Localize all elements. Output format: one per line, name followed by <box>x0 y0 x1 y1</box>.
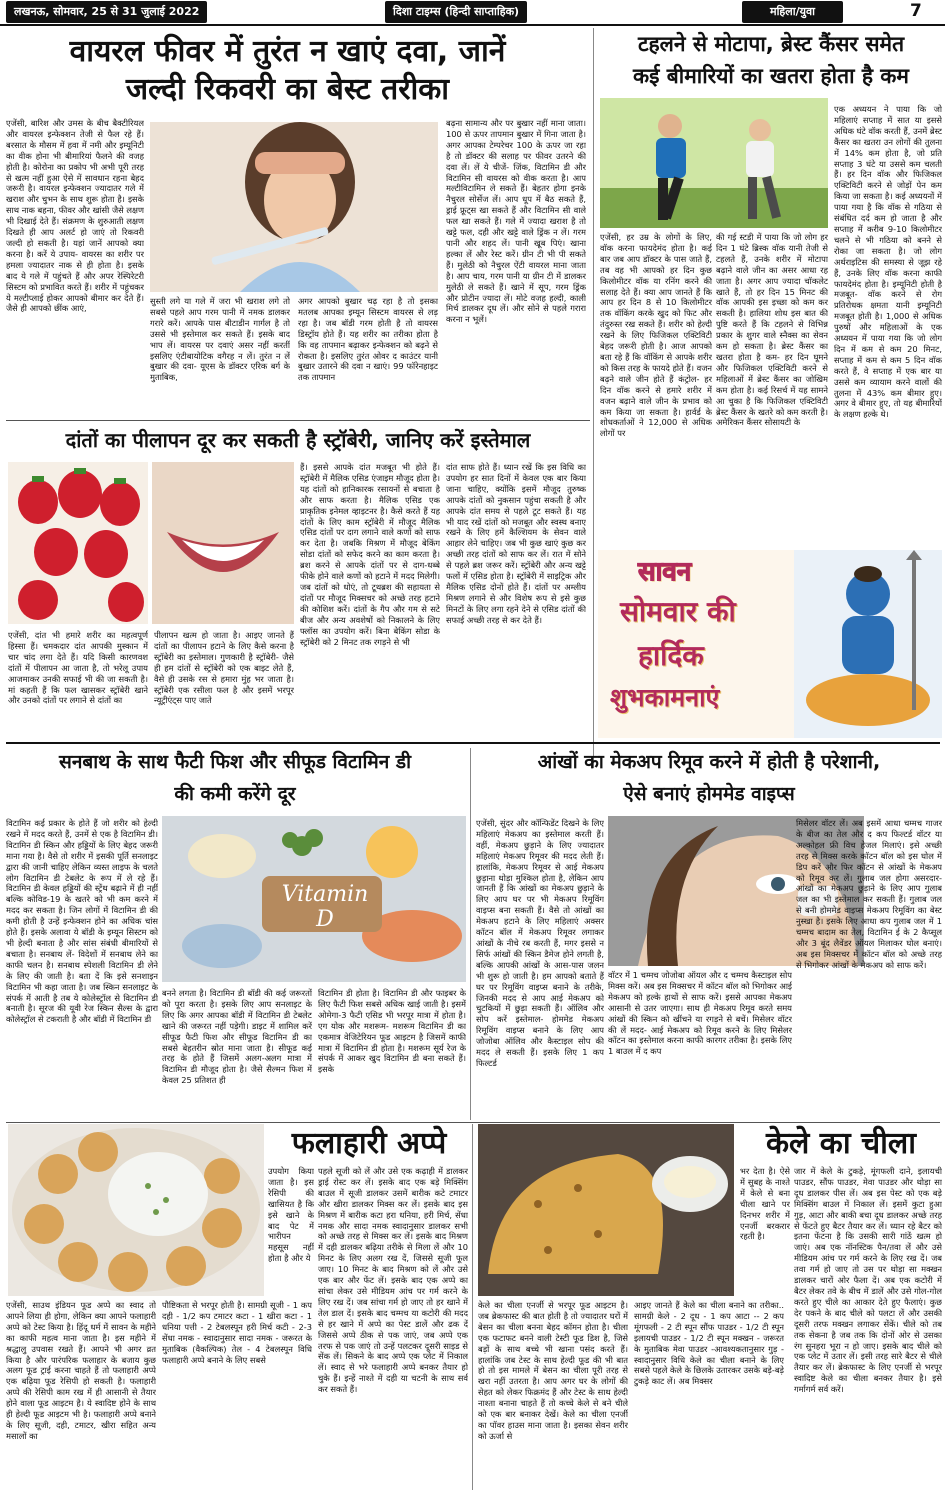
paper-name: दिशा टाइम्स (हिन्दी साप्ताहिक) <box>385 1 527 23</box>
body-column-4: दांत साफ होते हैं। ध्यान रखें कि इस विधि का उपयोग हर सात दिनों में केवल एक बार किया जाना चाहिए, क्योंकि इसमें मौजूद तुरुष्क आपके दांतों को नुकसान पहुंचा सकती है और आपके दांत समय से पहले टूट सकते हैं। यह भी याद रखें दांतों को मजबूत और स्वस्थ बनाए रखने के लिए हमें कैल्शियम के सेवन वाले आहार लेने चाहिए। जब भी कुछ खाएं कुछ कर अच्छी तरह दांतों को साफ कर लें। रात में सोने से पहले ब्रश जरूर करें। स्ट्रॉबेरी और अन्य खट्टे फलों में एसिड होता है। स्ट्रॉबेरी में साइट्रिक और मैलिक एसिड दोनों होते हैं। दांतों पर अम्लीय मिश्रण लगाने से और विशेष रूप से इसे कुछ मिनटों के लिए लगा रहने देने से एसिड दांतों की सफाई अच्छी तरह से कर देते हैं। <box>446 462 586 625</box>
body-column-1: एजेंसी, साउथ इंडियन फूड अप्पे का स्वाद तो आपने लिया ही होगा, लेकिन क्या आपने फलाहारी अप्पे को टेस्ट किया है। हिंदू धर्म में सावन के महीने का काफी महत्व माना जाता है। इस महीने में श्रद्धालु उपवास रखते हैं। आपने भी अगर व्रत किया है और पारंपरिक फलाहार के बजाय कुछ अलग फूड ट्राई करना चाहते हैं तो फलाहारी अप्पे एक बढ़िया फूड रेसिपी हो सकती है। फलाहारी अप्पे की रेसिपी काम रख में ही आसानी से तैयार होने वाला फूड आइटम है। ये स्वादिष्ट होने के साथ ही हेल्दी फूड आइटम भी है। फलाहारी अप्पे बनाने के लिए सूजी, दही, टमाटर, खीरा सहित अन्य मसालों का <box>6 1300 156 1441</box>
sick-woman-photo <box>150 122 438 292</box>
body-column-3: पहले सूजी को लें और उसे एक कढ़ाही में डालकर ड्राई रोस्ट कर लें। इसके बाद एक बड़े मिक्सिंग बाउल में सूजी डालकर उसमें बारीक कटे टमाटर और खीरा डालकर मिक्स कर लें। इसके बाद इस मिश्रण में बारीक कटा हरा धनिया, हरी मिर्च, सेंधा नमक और सादा नमक स्वादानुसार डालकर सभी को अच्छे तरह से मिक्स कर लें। इसके बाद मिश्रण में दही डालकर बढ़िया तरीके से मिला लें और 10 मिनट के लिए अलग रख दें, जिससे सूजी फूल जाए। 10 मिनट के बाद मिश्रण को लें और उसे एक बार और फेंट लें। इसके बाद एक अप्पे का सांचा लेकर उसे मीडियम आंच पर गर्म करने के लिए रख दें। जब सांचा गर्म हो जाए तो हर खाने में तेल डाल दें। इसके बाद चम्मच या कटोरी की मदद से हर खाने में अप्पे का पेस्ट डालें और ढक दें जिससे अप्पे ठीक से पक जाएं, जब अप्पे एक तरफ से पक जाएं तो उन्हें पलटकर दूसरी साइड से सेंक लें। सिकने के बाद अप्पे एक प्लेट में निकाल लें। स्वाद से भरे फलाहारी अप्पे बनकर तैयार हो चुके हैं। इन्हें नाश्ते में दही या चटनी के साथ सर्व कर सकते हैं। <box>318 1166 468 1395</box>
vitamin-d-foods-photo <box>162 816 466 982</box>
headline-line-2: कई बीमारियों का खतरा होता है कम <box>633 64 909 88</box>
body-column-3: हैं। इससे आपके दांत मजबूत भी होते हैं। स्ट्रॉबेरी में मैलिक एसिड एंजाइम मौजूद होता है। यह दांतों को हानिकारक रसायनों से बचाता है और साफ करता है। मैलिक एसिड एक प्राकृतिक इनेमल व्हाइटनर है। कैसे करते हैं यह दांतों के लिए काम स्ट्रॉबेरी में मौजूद मैलिक एसिड दांतों पर दाग लगाने वाले कणों को साफ कर देता है। जबकि मिश्रण में मौजूद बेकिंग सोडा दांतों को सफेद करने का काम करता है। ब्रश करने से आपके दांतों पर से दाग-धब्बे फीके होने वाले कणों को हटाने में मदद मिलेगी। जब दांतों को धोएं, तो टूथब्रश की सहायता से दांतों पर मौजूद मिक्सचर को अच्छे तरह हटाने की कोशिश करें। दांतों के गैप और गम से सटे बीज और अन्य अवशेषों को निकालने के लिए फ्लॉस का उपयोग करें। बिना बेकिंग सोडा के स्ट्रॉबेरी को 2 मिनट तक रगड़ने से भी <box>300 462 440 647</box>
side-column: भर देता है। ऐसे में सुबह के नाश्ते में केले से बना चीला खाने पर दिनभर शरीर में एनर्जी बरकरार रहती है। <box>740 1166 790 1242</box>
body-column-2: आइए जानते हैं केले का चीला बनाने का तरीका.. सामग्री केले - 2 दूध - 1 कप आटा -- 2 कप मूंगफली - 2 टी स्पून सौंफ पाउडर - 1/2 टी स्पून इलायची पाउडर - 1/2 टी स्पून मक्खन - जरूरत के मुताबिक मेवा पाउडर -आवश्यकतानुसार गुड़ - स्वादानुसार विधि केले का चीला बनाने के लिए सबसे पहले केले के छिलके उतारकर उसके बड़े-बड़े टुकड़े काट लें। अब मिक्सर <box>634 1300 784 1387</box>
body-column-3: विटामिन डी होता है। विटामिन डी और फाइबर के लिए फैटी फिश सबसे अधिक खाई जाती है। इसमें ओमेगा-3 फैटी एसिड भी भरपूर मात्रा में होता है। एग योक और मशरूम- मशरूम विटामिन डी का एकमात्र वेजिटेरियन फूड आइटम है जिसमें काफी मात्रा में विटामिन डी होता है। मशरूम सूर्य रेज के संपर्क में आकर खुद विटामिन डी बना सकते हैं। इसके <box>318 988 466 1075</box>
ad-line-4: शुभकामनाएं <box>610 683 720 712</box>
joggers-photo <box>600 98 828 228</box>
body-column-2: पौष्टिकता से भरपूर होती है। सामग्री सूजी - 1 कप दही - 1/2 कप टमाटर कटा - 1 खीरा कटा - 1 धनिया पत्ती - 2 टेबलस्पून हरी मिर्च कटी - 2-3 सेंधा नमक - स्वादानुसार सादा नमक - जरूरत के मुताबिक (वैकल्पिक) तेल - 4 टेबलस्पून विधि फलाहारी अप्पे बनाने के लिए सबसे <box>162 1300 312 1365</box>
body-column-4: बढ़ना सामान्य और पर बुखार नहीं माना जाता। 100 से ऊपर तापमान बुखार में गिना जाता है। अगर आपका टेम्परेचर 100 के ऊपर जा रहा है तो डॉक्टर की सलाह पर फीवर उतरने की दवा लें। लें ये चीजें- जिंक, विटामिन डी और विटामिन सी वायरस को वीक करता है। आप मल्टीविटामिन ले सकते हैं। बेहतर होगा इनके नैचुरल सोर्सेज लें। आप धूप में बैठ सकते हैं, ड्राई फ्रूट्स खा सकते हैं और विटामिन सी वाले फल खा सकते हैं। गले में ज्यादा खराश है तो खट्टे फल, दही और खट्टे वाले ड्रिंक न लें। गरम पानी और शहद लें। पानी खूब पिएं। खाना हल्का लें और रेस्ट करें। ग्रीन टी भी पी सकते हैं। मुलेठी को नैचुरल ऐंटी वायरल माना जाता है। आप चाय, गरम पानी या ग्रीन टी में डालकर मुलेठी ले सकते हैं। खाने में सूप, गरम ड्रिंक और प्रोटीन ज्यादा लें। मोटे वजह हल्दी, काली मिर्च डालकर दूध लें। और सोने से पहले गरारा करना न भूलें। <box>446 118 586 325</box>
body-column-1: एजेंसी, दांत भी हमारे शरीर का महत्वपूर्ण हिस्सा हैं। चमकदार दांत आपकी मुस्कान में चार चांद लगा देते हैं। यदि किसी कारणवश दांतों में पीलापन आ जाता है, तो भरेलू उपाय आजमाकर उनकी सफाई भी की जा सकती है। मां कहती हैं कि फल खासकर स्ट्रॉबेरी खाने और उनको दांतों पर लगाने से दांतों का <box>8 630 148 706</box>
body-column-2: की गई स्टडी में पाया कि जो लोग हर दिन 1 घंटे ब्रिस्क वॉक यानी तेजी से टहलते हैं, उनके शरीर में मोटापा बढ़ाने वाले जीन का असर आधा रह जाता है। अगर आप ज्यादा चॉकलेट खाते हैं, तो हर दिन 15 मिनट की वॉक आपकी इस इच्छा को कम कर सकती है। हालिया शोध इस बात की पुष्टि करते हैं कि टहलने से विभिन्न प्रकार के शुगर वाले स्नैक्स का सेवन कम हो सकता है। ब्रेस्ट कैंसर का खतरा होता है कम- हर दिन घूमने और फिजिकल एक्टिविटी करने से महिलाओं में ब्रेस्ट कैंसर का जोखिम कम होता है। कई रिसर्च में यह सामने आ चुका है कि फिजिकल एक्टिविटी ब्रेस्ट कैंसर के खतरे को कम करती है। अमेरिकन कैंसर सोसायटी के <box>716 232 828 428</box>
ad-line-3: हार्दिक <box>638 639 704 672</box>
section-name: महिला/युवा <box>742 1 843 23</box>
body-column-3: अगर आपको बुखार चढ़ रहा है तो इसका मतलब आपका इम्यून सिस्टम वायरस से लड़ रहा है। जब बॉडी गरम होती है तो वायरस डिस्ट्रॉय होते हैं। यह शरीर का तरीका होता है कि वह तापमान बढ़ाकर इन्फेक्शन को बढ़ने से रोकता है। इसलिए तुरंत ओवर द काउंटर यानी बुखार उतारने की दवा न खाएं। 99 फॉरेनहाइट तक तापमान <box>298 296 438 383</box>
body-column-3: मिसेलर वॉटर लें। अब इसमें आधा चम्मच गाजर के बीज का तेल और द कप फिल्टर्ड वॉटर या अल्कोहल फ्री विच हेजल मिलाएं। इसे अच्छी तरह से मिक्स करके कॉटन बॉल को इस घोल में डिप करें और फिर कॉटन से आंखों के मेकअप को रिमूव कर लें। गुलाब जल होगा असरदार- आंखों का मेकअप छुड़ाने के लिए आप गुलाब जल का भी इस्तेमाल कर सकती हैं। गुलाब जल से बनी होममेड वाइप्स मेकअप रिमूविंग का बेस्ट नुस्खा है। इसके लिए आधा कप गुलाब जल में 1 चम्मच बादाम का तेल, विटामिन ई के 2 कैप्सूल और 3 बूंद लैवेंडर ऑयल मिलाकर घोल बनाएं। अब इस मिक्सचर में कॉटन बॉल को अच्छे तरह से भिगोकर आंखों के मेकअप को साफ करें। <box>796 818 942 970</box>
body-column-3: एक अध्ययन ने पाया कि जो महिलाएं सप्ताह में सात या इससे अधिक घंटे वॉक करती हैं, उनमें ब्रेस्ट कैंसर का खतरा उन लोगों की तुलना में 14% कम होता है, जो प्रति सप्ताह 3 घंटे या उससे कम चलती हैं। हर दिन वॉक और फिजिकल एक्टिविटी करने से जोड़ों पेन कम किया जा सकता है। कई अध्ययनों में पाया गया है कि वॉक से गठिया से संबंधित दर्द कम हो जाता है और सप्ताह में करीब 9-10 किलोमीटर चलने से भी गठिया को बनने से रोका जा सकता है। जो लोग अर्थराइटिस की समस्या से जूझ रहे हैं, उनके लिए वॉक करना काफी फायदेमंद होता है। इम्यूनिटी होती है मजबूत- वॉक करने से रोग प्रतिरोधक क्षमता यानी इम्यूनिटी मजबूत होती है। 1,000 से अधिक पुरुषों और महिलाओं के एक अध्ययन में पाया गया कि जो लोग दिन में कम से कम 20 मिनट, सप्ताह में कम से कम 5 दिन वॉक करते हैं, वे सप्ताह में एक बार या उससे कम व्यायाम करने वालों की तुलना में 43% कम बीमार हुए। अगर वे बीमार हुए, तो यह बीमारियों के लक्षण हल्के थे। <box>834 104 942 420</box>
section-divider <box>6 742 940 744</box>
cheela-photo <box>478 1124 734 1296</box>
masthead-bar <box>0 0 945 26</box>
body-column-2: पीलापन खत्म हो जाता है। आइए जानते हैं दांतों का पीलापन हटाने के लिए कैसे करना है स्ट्रॉबेरी का इस्तेमाल। गुणकारी है स्ट्रॉबेरी- जैसे ही हम दांतों से स्ट्रॉबेरी को एक बाइट लेते हैं, वैसे ही उसके रस से हमारा मुंह भर जाता है। स्ट्रॉबेरी एक रसीला फल है और इसमें भरपूर न्यूट्रीएंट्स पाए जाते <box>154 630 294 706</box>
sawan-greeting-ad <box>598 550 942 738</box>
strawberry-photo <box>8 462 148 624</box>
body-column-1: एजेंसी, सुंदर और कॉन्फिडेंट दिखने के लिए महिलाएं मेकअप का इस्तेमाल करती हैं। वहीं, मेकअप छुड़ाने के लिए ज्यादातर महिलाएं मेकअप रिमूवर की मदद लेती हैं। हालांकि, मेकअप रिमूवर से आई मेकअप छुड़ाना थोड़ा मुश्किल होता है, लेकिन आप जानती हैं कि आंखों का मेकअप छुड़ाने के लिए आप घर पर भी मेकअप रिमूविंग वाइप्स बना सकती हैं। वैसे तो आंखों का मेकअप हटाने के लिए महिलाएं अक्सर कॉटन बॉल में मेकअप रिमूवर लगाकर आंखों के नीचे रब करती हैं, मगर इससे न सिर्फ आंखों की स्किन डैमेज होने लगती है, बल्कि आपकी आंखों के आस-पास जलन भी शुरू हो जाती है। हम आपको बताते हैं घर पर रिमूविंग वाइप्स बनाने के तरीके, जिनकी मदद से आप आई मेकअप को चुटकियों में छुड़ा सकती हैं। ऑलिव और सोप करें इस्तेमाल- होममेड मेकअप रिमूविंग वाइप्स बनाने के लिए आप जोजोबा ऑलिव और कैस्टाइल सोप की मदद ले सकती हैं। इसके लिए 1 कप फिल्टर्ड <box>476 818 604 1068</box>
headline: दांतों का पीलापन दूर कर सकती है स्ट्रॉबेरी, जानिए करें इस्तेमाल <box>65 428 531 452</box>
body-column-2: सुस्ती लगे या गले में जरा भी खराश लगे तो सबसे पहले आप गरम पानी में नमक डालकर गरारे करें। आपके पास बीटाडीन गार्गल है तो उससे भी इस्तेमाल कर सकते हैं। इसके बाद भाप लें। वायरस पर दवाएं असर नहीं करतीं इसलिए एंटीबायोटिक वगैरह न लें। तुरंत न लें बुखार की दवा- यूएस के डॉक्टर एरिक बर्ग के मुताबिक, <box>150 296 290 383</box>
ad-line-2: सोमवार की <box>620 595 736 628</box>
section-divider <box>6 420 590 421</box>
headline-line-1: आंखों का मेकअप रिमूव करने में होती है परेशानी, <box>537 751 881 773</box>
headline: फलाहारी अप्पे <box>291 1126 447 1161</box>
appe-photo <box>8 1124 264 1296</box>
shiva-illustration <box>794 550 942 738</box>
body-column-1: एजेंसी, बारिश और उमस के बीच बैक्टीरियल और वायरल इन्फेक्शन तेजी से फैल रहे हैं। बरसात के मौसम में हवा में नमी और इम्यूनिटी का वीक होना भी बीमारियां फैलने की वजह होती है। कोरोना का प्रकोप भी अभी पूरी तरह से खत्म नहीं हुआ ऐसे में सावधान रहना बेहद जरूरी है। वायरल इन्फेक्शन ज्यादातर गले में खराश और चुभन के साथ शुरू होता है। इसके साथ नाक बहना, फीवर और खांसी जैसे लक्षण भी दिखाई देते हैं। संक्रमण के शुरुआती लक्षण दिखते ही आप अलर्ट हो जाएं तो रिकवरी जल्दी हो सकती है। यहां जानें आपको क्या करना है। करें ये उपाय- वायरस का शरीर पर हमला ज्यादातर नाक से ही होता है। इसके बाद ये गले में पहुंचते हैं और अपर रेस्पिरेटरी सिस्टम को प्रभावित करते हैं। शरीर में पहुंचकर ये मल्टीप्लाई होकर आपको बीमार कर देते हैं। जैसे ही आपको छींक आएं, <box>6 118 144 314</box>
body-column-1: एजेंसी, हर उम्र के लोगों के लिए, वॉक करना फायदेमंद होता है। कई बार जब आप डॉक्टर के पास जाते हैं, तब वह भी आपको हर दिन कुछ किलोमीटर वॉक या रनिंग करने की सलाह देते हैं। क्या आप जानते हैं कि आप हर दिन 8 से 10 किलोमीटर तक वॉकिंग करके खुद को फिट और तंदुरुस्त रख सकते हैं। शरीर को हेल्दी रखने के लिए फिजिकल एक्टिविटी बेहद जरूरी होती है। आज आपको बता रहे हैं कि वॉकिंग से आपके शरीर को किस तरह के फायदे होते हैं। वजन बढ़ने वाले जीन होते हैं कंट्रोल- हर दिन वॉक करने से हमारे शरीर में वजन बढ़ाने वाले जीन के प्रभाव को कम किया जा सकता है। हार्वर्ड के शोधकर्ताओं ने 12,000 से अधिक लोगों पर <box>600 232 712 439</box>
headline-line-2: ऐसे बनाएं होममेड वाइप्स <box>623 783 795 805</box>
page-number: 7 <box>910 1 922 21</box>
smiling-teeth-photo <box>152 462 294 624</box>
column-divider <box>470 748 471 1120</box>
section-divider <box>6 1122 940 1123</box>
headline-line-2: जल्दी रिकवरी का बेस्ट तरीका <box>125 72 450 107</box>
vitamin-d-photo-text: Vitamin D <box>281 882 369 932</box>
column-divider <box>472 1124 473 1490</box>
dateline: लखनऊ, सोमवार, 25 से 31 जुलाई 2022 <box>6 1 207 23</box>
body-column-3: जार में केले के टुकड़े, मूंगफली दाने, इलायची पाउडर, सौंफ पाउडर, मेवा पाउडर और थोड़ा सा दूध डालकर पीस लें। अब इस पेस्ट को एक बड़े मिक्सिंग बाउल में निकाल लें। इसमें कुटा हुआ गुड़, आटा और बाकी बचा दूध डालकर अच्छे तरह से फेंटते हुए बैटर तैयार कर लें। ध्यान रहे बैटर को इतना फेंटना है कि उसकी सारी गांठें खत्म हो जाएं। अब एक नॉनस्टिक पैन/तवा लें और उसे मीडियम आंच पर गर्म करने के लिए रख दें। जब तवा गर्म हो जाए तो उस पर थोड़ा सा मक्खन डालकर चारों ओर फैला दें। अब एक कटोरी में बैटर लेकर तवे के बीच में डालें और उसे गोल-गोल करते हुए चीले का आकार देते हुए फैलाएं। कुछ देर पकने के बाद चीले को पलटा लें और उसकी दूसरी तरफ मक्खन लगाकर सेंकें। चीले को तब तक सेकना है जब तक कि दोनों ओर से उसका रंग सुनहरा भूरा न हो जाए। इसके बाद चीले को एक प्लेट में उतार लें। इसी तरह सारे बैटर से चीले तैयार कर लें। ब्रेकफास्ट के लिए एनर्जी से भरपूर स्वादिष्ट केले का चीला बनकर तैयार है। इसे गर्मागर्म सर्व करें। <box>794 1166 942 1395</box>
headline-line-2: की कमी करेंगे दूर <box>174 783 296 805</box>
body-column-2: बनने लगता है। विटामिन डी बॉडी की कई जरूरतों को पूरा करता है। इसके लिए आप सनलाइट के लिए कि अगर आपका बॉडी में विटामिन डी टेबलेट खाने की जरूरत नहीं पड़ेगी। डाइट में शामिल करें सीफूड फैटी फिश और सीफूड विटामिन डी का सबसे बेहतरीन स्रोत माना जाता है। सीफूड कई तरह के होते हैं जिसमें अलग-अलग मात्रा में विटामिन डी मौजूद होता है। जैसे सैल्मन फिश में केवल 25 प्रतिशत ही <box>162 988 312 1086</box>
headline-line-1: सनबाथ के साथ फैटी फिश और सीफूड विटामिन डी <box>58 751 412 773</box>
body-column-1: केले का चीला एनर्जी से भरपूर फूड आइटम है। जब ब्रेकफास्ट की बात होती है तो ज्यादातर घरों में बेसन का चीला बनना बेहद कॉमन होता है। चीला एक फटाफट बनने वाली टेस्टी फूड डिश है, जिसे बड़ों के साथ बच्चे भी खाना पसंद करते हैं। हालांकि जब टेस्ट के साथ हेल्दी फूड की भी बात हो तो इस मामले में बेसन का चीला पूरी तरह से खरा नहीं उतरता है। आप अगर घर के लोगों की सेहत को लेकर फिक्रमंद हैं और टेस्ट के साथ हेल्दी नाश्ता बनाना चाहते हैं तो कच्चे केले से बने चीले को एक बार बनाकर देखें। केले का चीला एनर्जी का पॉवर हाउस माना जाता है। इसका सेवन शरीर को ऊर्जा से <box>478 1300 628 1441</box>
side-column: उपयोग किया जाता है। इस रेसिपी की खासियत है कि इसे खाने के बाद पेट में भारीपन महसूस नहीं होता है और ये <box>268 1166 314 1264</box>
headline-line-1: टहलने से मोटापा, ब्रेस्ट कैंसर समेत <box>637 32 905 56</box>
ad-line-1: सावन <box>638 557 692 587</box>
headline: केले का चीला <box>765 1126 916 1161</box>
body-column-2: वॉटर में 1 चम्मच जोजोबा ऑयल और द चम्मच कैस्टाइल सोप मिक्स करें। अब इस मिक्सचर में कॉटन बॉल को भिगोकर आई मेकअप को हल्के हाथों से साफ करें। इससे आपका मेकअप आसानी से उतर जाएगा। साथ ही मेकअप रिमूव करते समय आंखों की स्किन को खींचने या रगड़ने से बचें। मिसेलर वॉटर की लें मदद- आई मेकअप को रिमूव करने के लिए मिसेलर कॉटन का इस्तेमाल करना काफी कारगर तरीका है। इसके लिए 1 बाउल में द कप <box>608 970 792 1057</box>
headline-line-1: वायरल फीवर में तुरंत न खाएं दवा, जानें <box>69 34 506 69</box>
column-divider <box>593 28 594 768</box>
body-column-1: विटामिन कई प्रकार के होते हैं जो शरीर को हेल्दी रखने में मदद करते हैं, उनमें से एक है विटामिन डी। विटामिन डी स्किन और हड्डियों के लिए बेहद जरूरी माना गया है। वैसे तो शरीर में इसकी पूर्ति सनलाइट द्वारा की जानी चाहिए लेकिन व्यस्त लाइफ के चलते लोग विटामिन डी टेबलेट के रूप में ले रहे हैं। विटामिन डी केवल हड्डियों की स्ट्रेंथ बढ़ाने में ही नहीं बल्कि कोविड-19 के खतरे को भी कम करने में मदद कर सकता है। जिन लोगों में विटामिन डी की कमी होती है उन्हें इन्फेक्शन होने का अधिक चांस होते हैं। इसके अलावा ये बॉडी के इम्यून सिस्टम को भी हेल्दी बनाता है और सांस संबंधी बीमारियों से बचाता है। सनबाथ लें- विदेशों में सनबाथ लेने का काफी चलन है। सनबाथ स्पेशली विटामिन डी लेने के लिए की जाती है। बता दें कि इसे सनशाइन विटामिन भी कहा जाता है। जब स्किन सनलाइट के संपर्क में आती है तब ये कोलेस्ट्रॉल से विटामिन डी बनाती है। सूरज की यूवी रेज स्किन सैल्स के द्वारा कोलेस्ट्रॉल से टकराती है और बॉडी में विटामिन डी <box>6 818 158 1025</box>
